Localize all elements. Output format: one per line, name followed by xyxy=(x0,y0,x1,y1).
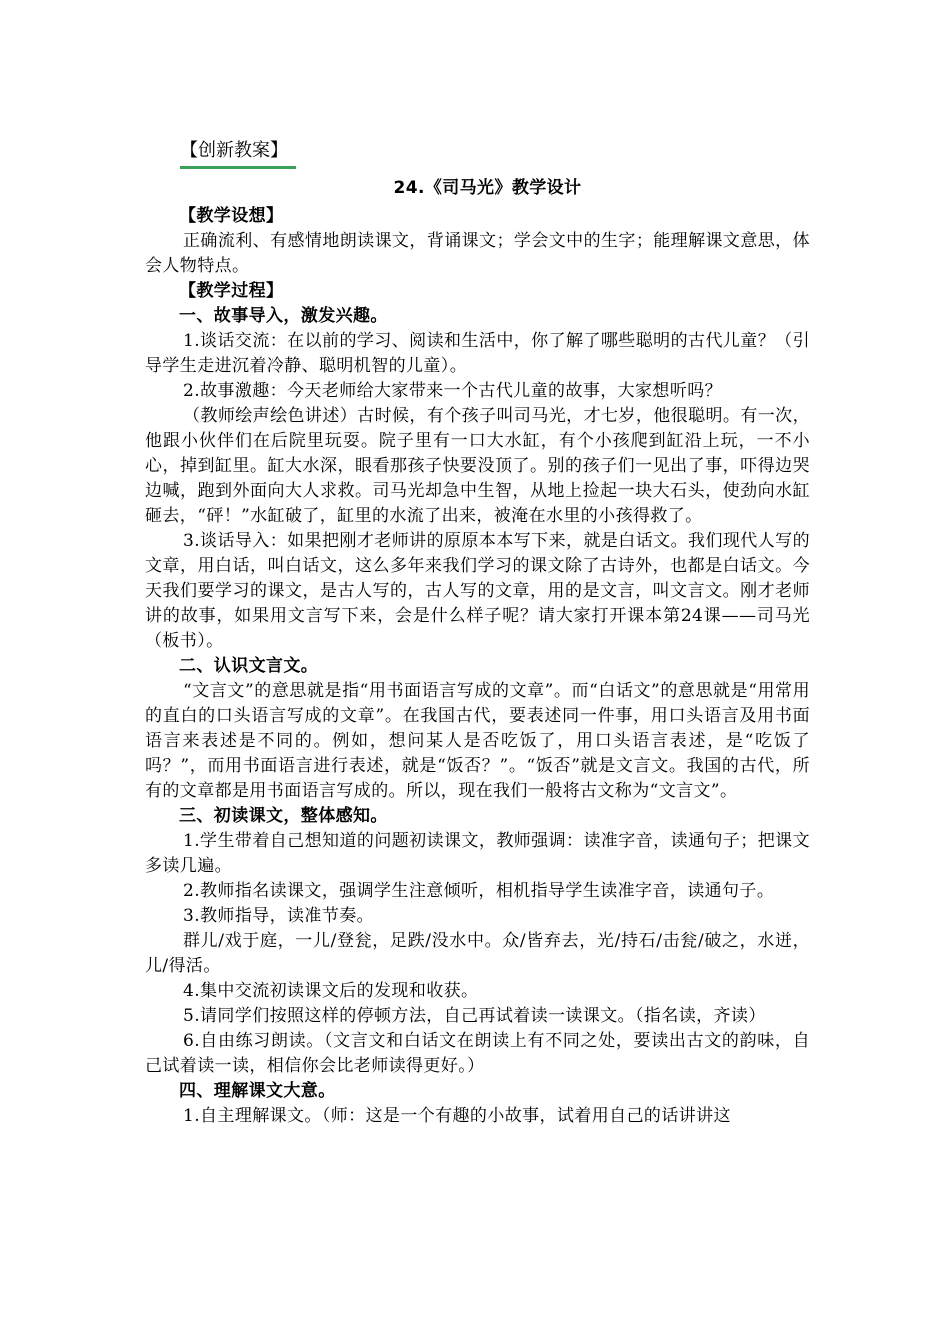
process-heading: 【教学过程】 xyxy=(179,281,284,301)
section-3-paragraph: 2.教师指名读课文，强调学生注意倾听，相机指导学生读准字音，读通句子。 xyxy=(183,881,775,901)
section-3-paragraph: 6.自由练习朗读。（文言文和白话文在朗读上有不同之处，要读出古文的韵味，自己试着读一读，相信你会比老师读得更好。） xyxy=(145,1031,810,1076)
document-body xyxy=(145,176,810,1129)
category-tag: 【创新教案】 xyxy=(180,138,296,169)
section-3-heading: 三、初读课文，整体感知。 xyxy=(179,806,388,826)
section-3-paragraph: 3.教师指导，读准节奏。 xyxy=(183,906,375,926)
section-3-paragraph: 5.请同学们按照这样的停顿方法，自己再试着读一读课文。（指名读，齐读） xyxy=(183,1006,766,1026)
section-2-paragraph: “文言文”的意思就是指“用书面语言写成的文章”。而“白话文”的意思就是“用常用的直白的口头语言写成的文章”。在我国古代，要表述同一件事，用口头语言及用书面语言来表述是不同的。例如，想问某人是否吃饭了，用口头语言表述，是“吃饭了吗？”，而用书面语言进行表述，就是“饭否？”。“饭否”就是文言文。我国的古代，所有的文章都是用书面语言写成的。所以，现在我们一般将古文称为“文言文”。 xyxy=(145,681,810,801)
section-3-paragraph: 1.学生带着自己想知道的问题初读课文，教师强调：读准字音，读通句子；把课文多读几遍。 xyxy=(145,831,810,876)
idea-heading: 【教学设想】 xyxy=(179,206,284,226)
section-1-paragraph: （教师绘声绘色讲述）古时候，有个孩子叫司马光，才七岁，他很聪明。有一次，他跟小伙伴们在后院里玩耍。院子里有一口大水缸，有个小孩爬到缸沿上玩，一不小心，掉到缸里。缸大水深，眼看那孩子快要没顶了。别的孩子们一见出了事，吓得边哭边喊，跑到外面向大人求救。司马光却急中生智，从地上捡起一块大石头，使劲向水缸砸去，“砰！”水缸破了，缸里的水流了出来，被淹在水里的小孩得救了。 xyxy=(145,406,810,526)
section-2-heading: 二、认识文言文。 xyxy=(179,656,319,676)
section-4-heading: 四、理解课文大意。 xyxy=(179,1081,336,1101)
section-3-paragraph: 4.集中交流初读课文后的发现和收获。 xyxy=(183,981,479,1001)
section-3-paragraph: 群儿/戏于庭，一儿/登瓮，足跌/没水中。众/皆弃去，光/持石/击瓮/破之，水迸，儿/得活。 xyxy=(145,931,810,976)
idea-paragraph: 正确流利、有感情地朗读课文，背诵课文；学会文中的生字；能理解课文意思，体会人物特点。 xyxy=(145,231,810,276)
page-title: 24.《司马光》教学设计 xyxy=(393,178,582,198)
section-1-paragraph: 3.谈话导入：如果把刚才老师讲的原原本本写下来，就是白话文。我们现代人写的文章，用白话，叫白话文，这么多年来我们学习的课文除了古诗外，也都是白话文。今天我们要学习的课文，是古人写的，古人写的文章，用的是文言，叫文言文。刚才老师讲的故事，如果用文言写下来，会是什么样子呢？请大家打开课本第24课——司马光（板书）。 xyxy=(145,531,810,651)
section-1-paragraph: 1.谈话交流：在以前的学习、阅读和生活中，你了解了哪些聪明的古代儿童？（引导学生走进沉着冷静、聪明机智的儿童）。 xyxy=(145,331,810,376)
section-1-heading: 一、故事导入，激发兴趣。 xyxy=(179,306,388,326)
section-1-paragraph: 2.故事激趣：今天老师给大家带来一个古代儿童的故事，大家想听吗？ xyxy=(183,381,723,401)
section-4-paragraph: 1.自主理解课文。（师：这是一个有趣的小故事，试着用自己的话讲讲这 xyxy=(183,1106,731,1126)
